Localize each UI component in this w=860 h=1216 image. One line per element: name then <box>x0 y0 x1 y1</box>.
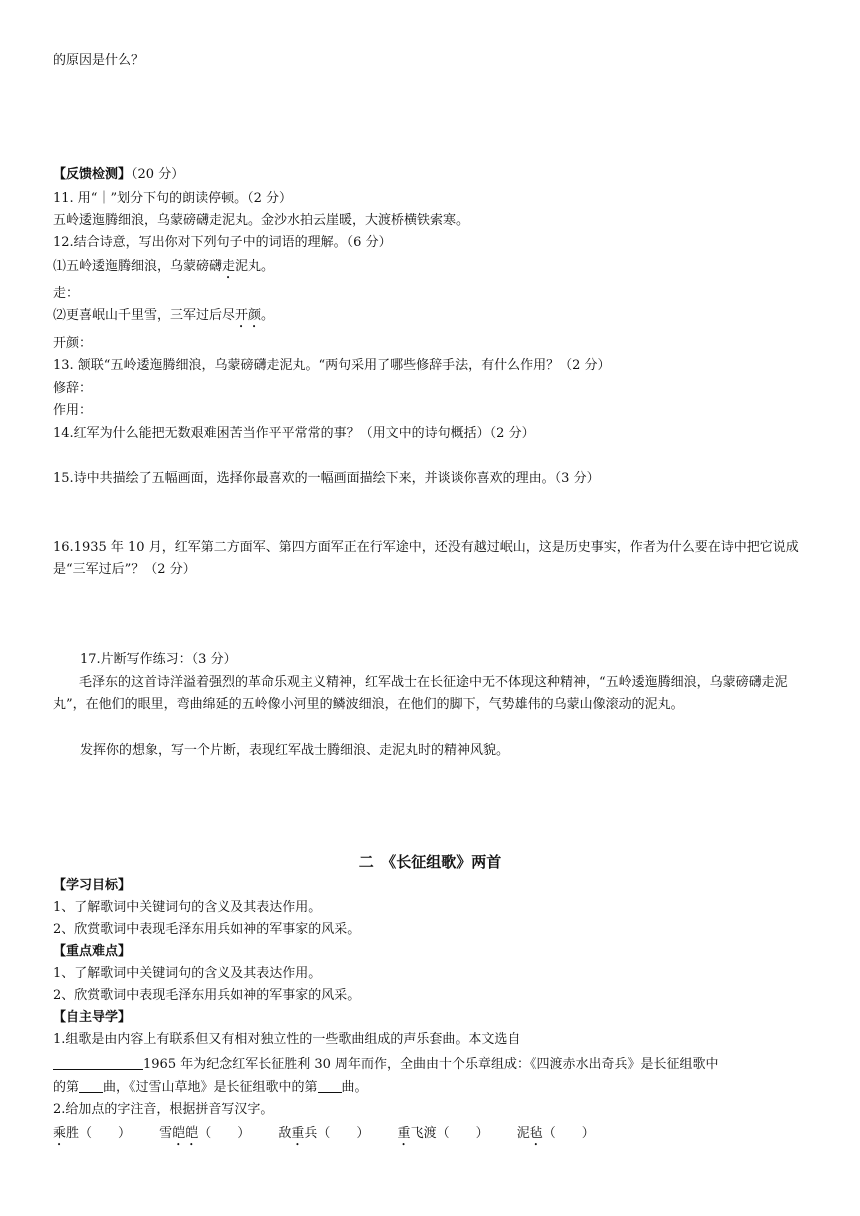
blank-source[interactable] <box>53 1055 143 1070</box>
q12-answer-2: 开颜： <box>53 336 93 351</box>
self-study-1c <box>53 1078 368 1097</box>
self-study-1a: 1.组歌是由内容上有联系但又有相对独立性的一些歌曲组成的声乐套曲。本文选自 <box>53 1032 521 1047</box>
pinyin-dotted: 皑皑 <box>172 1126 199 1141</box>
blank-movement-1[interactable] <box>79 1078 103 1093</box>
self-study-1c-b: 曲，《过雪山草地》是长征组歌中的第 <box>103 1080 318 1095</box>
q16-text: 16.1935 年 10 月，红军第二方面军、第四方面军正在行军途中，还没有越过岷山，这是历史事实，作者为什么要在诗中把它说成是“三军过后”？（2 分） <box>53 540 799 577</box>
q13-text: 13. 颔联“五岭逶迤腾细浪，乌蒙磅礴走泥丸。“两句采用了哪些修辞手法，有什么作用？（2 分） <box>53 358 611 373</box>
pinyin-dotted: 重 <box>291 1126 305 1141</box>
q10-continuation: 的原因是什么？ <box>53 53 145 68</box>
self-study-1c-a: 的第 <box>53 1080 80 1095</box>
self-study-2: 2.给加点的字注音，根据拼音写汉字。 <box>53 1102 274 1117</box>
pinyin-item <box>517 1125 595 1149</box>
pinyin-row <box>53 1125 619 1149</box>
goals-heading: 【学习目标】 <box>53 878 132 893</box>
feedback-score: （20 分） <box>131 167 185 182</box>
goal-1: 1、了解歌词中关键词句的含义及其表达作用。 <box>53 900 322 915</box>
pinyin-pre: 敌 <box>278 1126 292 1141</box>
pinyin-answer[interactable]: 兵（ ） <box>304 1126 370 1141</box>
q12-s1-dotted: 走 <box>222 259 236 274</box>
goal-2: 2、欣赏歌词中表现毛泽东用兵如神的军事家的风采。 <box>53 922 361 937</box>
pinyin-item <box>278 1125 369 1149</box>
pinyin-answer[interactable]: （ ） <box>198 1126 251 1141</box>
pinyin-item <box>53 1125 131 1149</box>
feedback-header <box>53 166 184 184</box>
pinyin-answer[interactable]: 胜（ ） <box>66 1126 132 1141</box>
key-point-2: 2、欣赏歌词中表现毛泽东用兵如神的军事家的风采。 <box>53 988 361 1003</box>
q14-text: 14.红军为什么能把无数艰难困苦当作平平常常的事？（用文中的诗句概括）（2 分） <box>53 426 535 441</box>
q12-s1-before: ⑴五岭逶迤腾细浪，乌蒙磅礴 <box>53 259 223 274</box>
q13-answer-effect: 作用： <box>53 403 93 418</box>
pinyin-item <box>159 1125 250 1149</box>
q12-sentence-1 <box>53 258 274 282</box>
q12-s2-before: ⑵更喜岷山千里雪，三军过后尽 <box>53 308 236 323</box>
blank-movement-2[interactable] <box>318 1078 342 1093</box>
pinyin-dotted: 毡 <box>529 1126 543 1141</box>
q12-answer-1: 走： <box>53 286 80 301</box>
q12-s1-after: 泥丸。 <box>235 259 275 274</box>
q17-paragraph-1: 毛泽东的这首诗洋溢着强烈的革命乐观主义精神，红军战士在长征途中无不体现这种精神，“五岭逶迤腾细浪，乌蒙磅礴走泥丸”，在他们的眼里，弯曲绵延的五岭像小河里的鳞波细浪，在他们的脚下，气势雄伟的乌蒙山像滚动的泥丸。 <box>53 675 788 712</box>
self-study-heading: 【自主导学】 <box>53 1010 132 1025</box>
key-points-heading: 【重点难点】 <box>53 944 132 959</box>
self-study-1c-c: 曲。 <box>341 1080 368 1095</box>
q15-text: 15.诗中共描绘了五幅画面，选择你最喜欢的一幅画面描绘下来，并谈谈你喜欢的理由。（3 分） <box>53 471 600 486</box>
q12-text: 12.结合诗意，写出你对下列句子中的词语的理解。（6 分） <box>53 235 392 250</box>
self-study-1b <box>53 1055 719 1074</box>
q12-sentence-2 <box>53 307 274 331</box>
q11-text: 11. 用“｜”划分下句的朗读停顿。（2 分） <box>53 191 293 206</box>
q11-poem-line: 五岭逶迤腾细浪，乌蒙磅礴走泥丸。金沙水拍云崖暖，大渡桥横铁索寒。 <box>53 213 470 228</box>
pinyin-dotted: 乘 <box>53 1126 67 1141</box>
pinyin-answer[interactable]: （ ） <box>542 1126 595 1141</box>
pinyin-answer[interactable]: 飞渡（ ） <box>410 1126 489 1141</box>
q12-s2-dotted: 开颜 <box>235 308 262 323</box>
q12-s2-after: 。 <box>261 308 275 323</box>
key-point-1: 1、了解歌词中关键词句的含义及其表达作用。 <box>53 966 322 981</box>
pinyin-pre: 泥 <box>516 1126 530 1141</box>
feedback-heading: 【反馈检测】 <box>53 167 132 182</box>
self-study-1b-text: 1965 年为纪念红军长征胜利 30 周年而作，全曲由十个乐章组成：《四渡赤水出奇兵》是长征组歌中 <box>143 1057 719 1072</box>
q17-paragraph-2: 发挥你的想象，写一个片断，表现红军战士腾细浪、走泥丸时的精神风貌。 <box>80 743 510 758</box>
pinyin-item <box>398 1125 489 1149</box>
pinyin-dotted: 重 <box>397 1126 411 1141</box>
section2-title: 二 《长征组歌》两首 <box>358 853 502 871</box>
pinyin-pre: 雪 <box>159 1126 173 1141</box>
q13-answer-rhetoric: 修辞： <box>53 381 93 396</box>
q17-title: 17.片断写作练习：（3 分） <box>80 652 237 667</box>
